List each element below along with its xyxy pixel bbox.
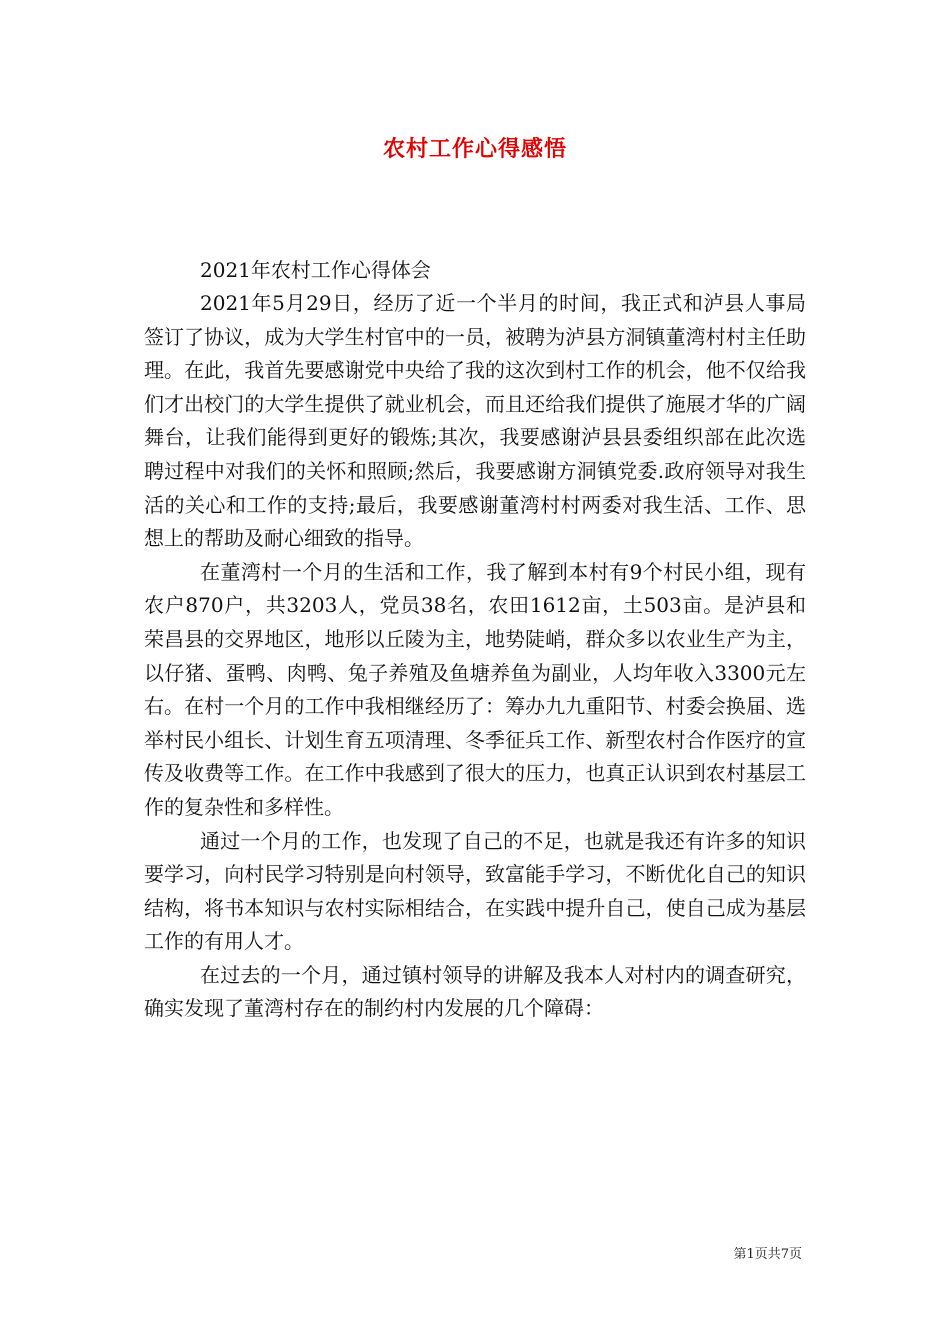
paragraph: 通过一个月的工作，也发现了自己的不足，也就是我还有许多的知识要学习，向村民学习特别是向村领导，致富能手学习，不断优化自己的知识结构，将书本知识与农村实际相结合，在实践中提升自己，使自己成为基层工作的有用人才。 — [144, 828, 806, 954]
document-subtitle: 2021年农村工作心得体会 — [200, 258, 431, 282]
paragraph: 在过去的一个月，通过镇村领导的讲解及我本人对村内的调查研究，确实发现了董湾村存在的制约村内发展的几个障碍： — [144, 962, 806, 1021]
paragraph: 2021年5月29日，经历了近一个半月的时间，我正式和泸县人事局签订了协议，成为大学生村官中的一员，被聘为泸县方洞镇董湾村村主任助理。在此，我首先要感谢党中央给了我的这次到村工作的机会，他不仅给我们才出校门的大学生提供了就业机会，而且还给我们提供了施展才华的广阔舞台，让我们能得到更好的锻炼;其次，我要感谢泸县县委组织部在此次选聘过程中对我们的关怀和照顾;然后，我要感谢方洞镇党委.政府领导对我生活的关心和工作的支持;最后，我要感谢董湾村村两委对我生活、工作、思想上的帮助及耐心细致的指导。 — [144, 291, 806, 551]
document-body — [144, 254, 806, 1026]
paragraph: 在董湾村一个月的生活和工作，我了解到本村有9个村民小组，现有农户870户，共3203人，党员38名，农田1612亩，土503亩。是泸县和荣昌县的交界地区，地形以丘陵为主，地势陡峭，群众多以农业生产为主，以仔猪、蛋鸭、肉鸭、兔子养殖及鱼塘养鱼为副业，人均年收入3300元左右。在村一个月的工作中我相继经历了：筹办九九重阳节、村委会换届、选举村民小组长、计划生育五项清理、冬季征兵工作、新型农村合作医疗的宣传及收费等工作。在工作中我感到了很大的压力，也真正认识到农村基层工作的复杂性和多样性。 — [144, 559, 806, 819]
page-number: 第1页共7页 — [733, 1247, 802, 1262]
document-title: 农村工作心得感悟 — [382, 136, 567, 162]
